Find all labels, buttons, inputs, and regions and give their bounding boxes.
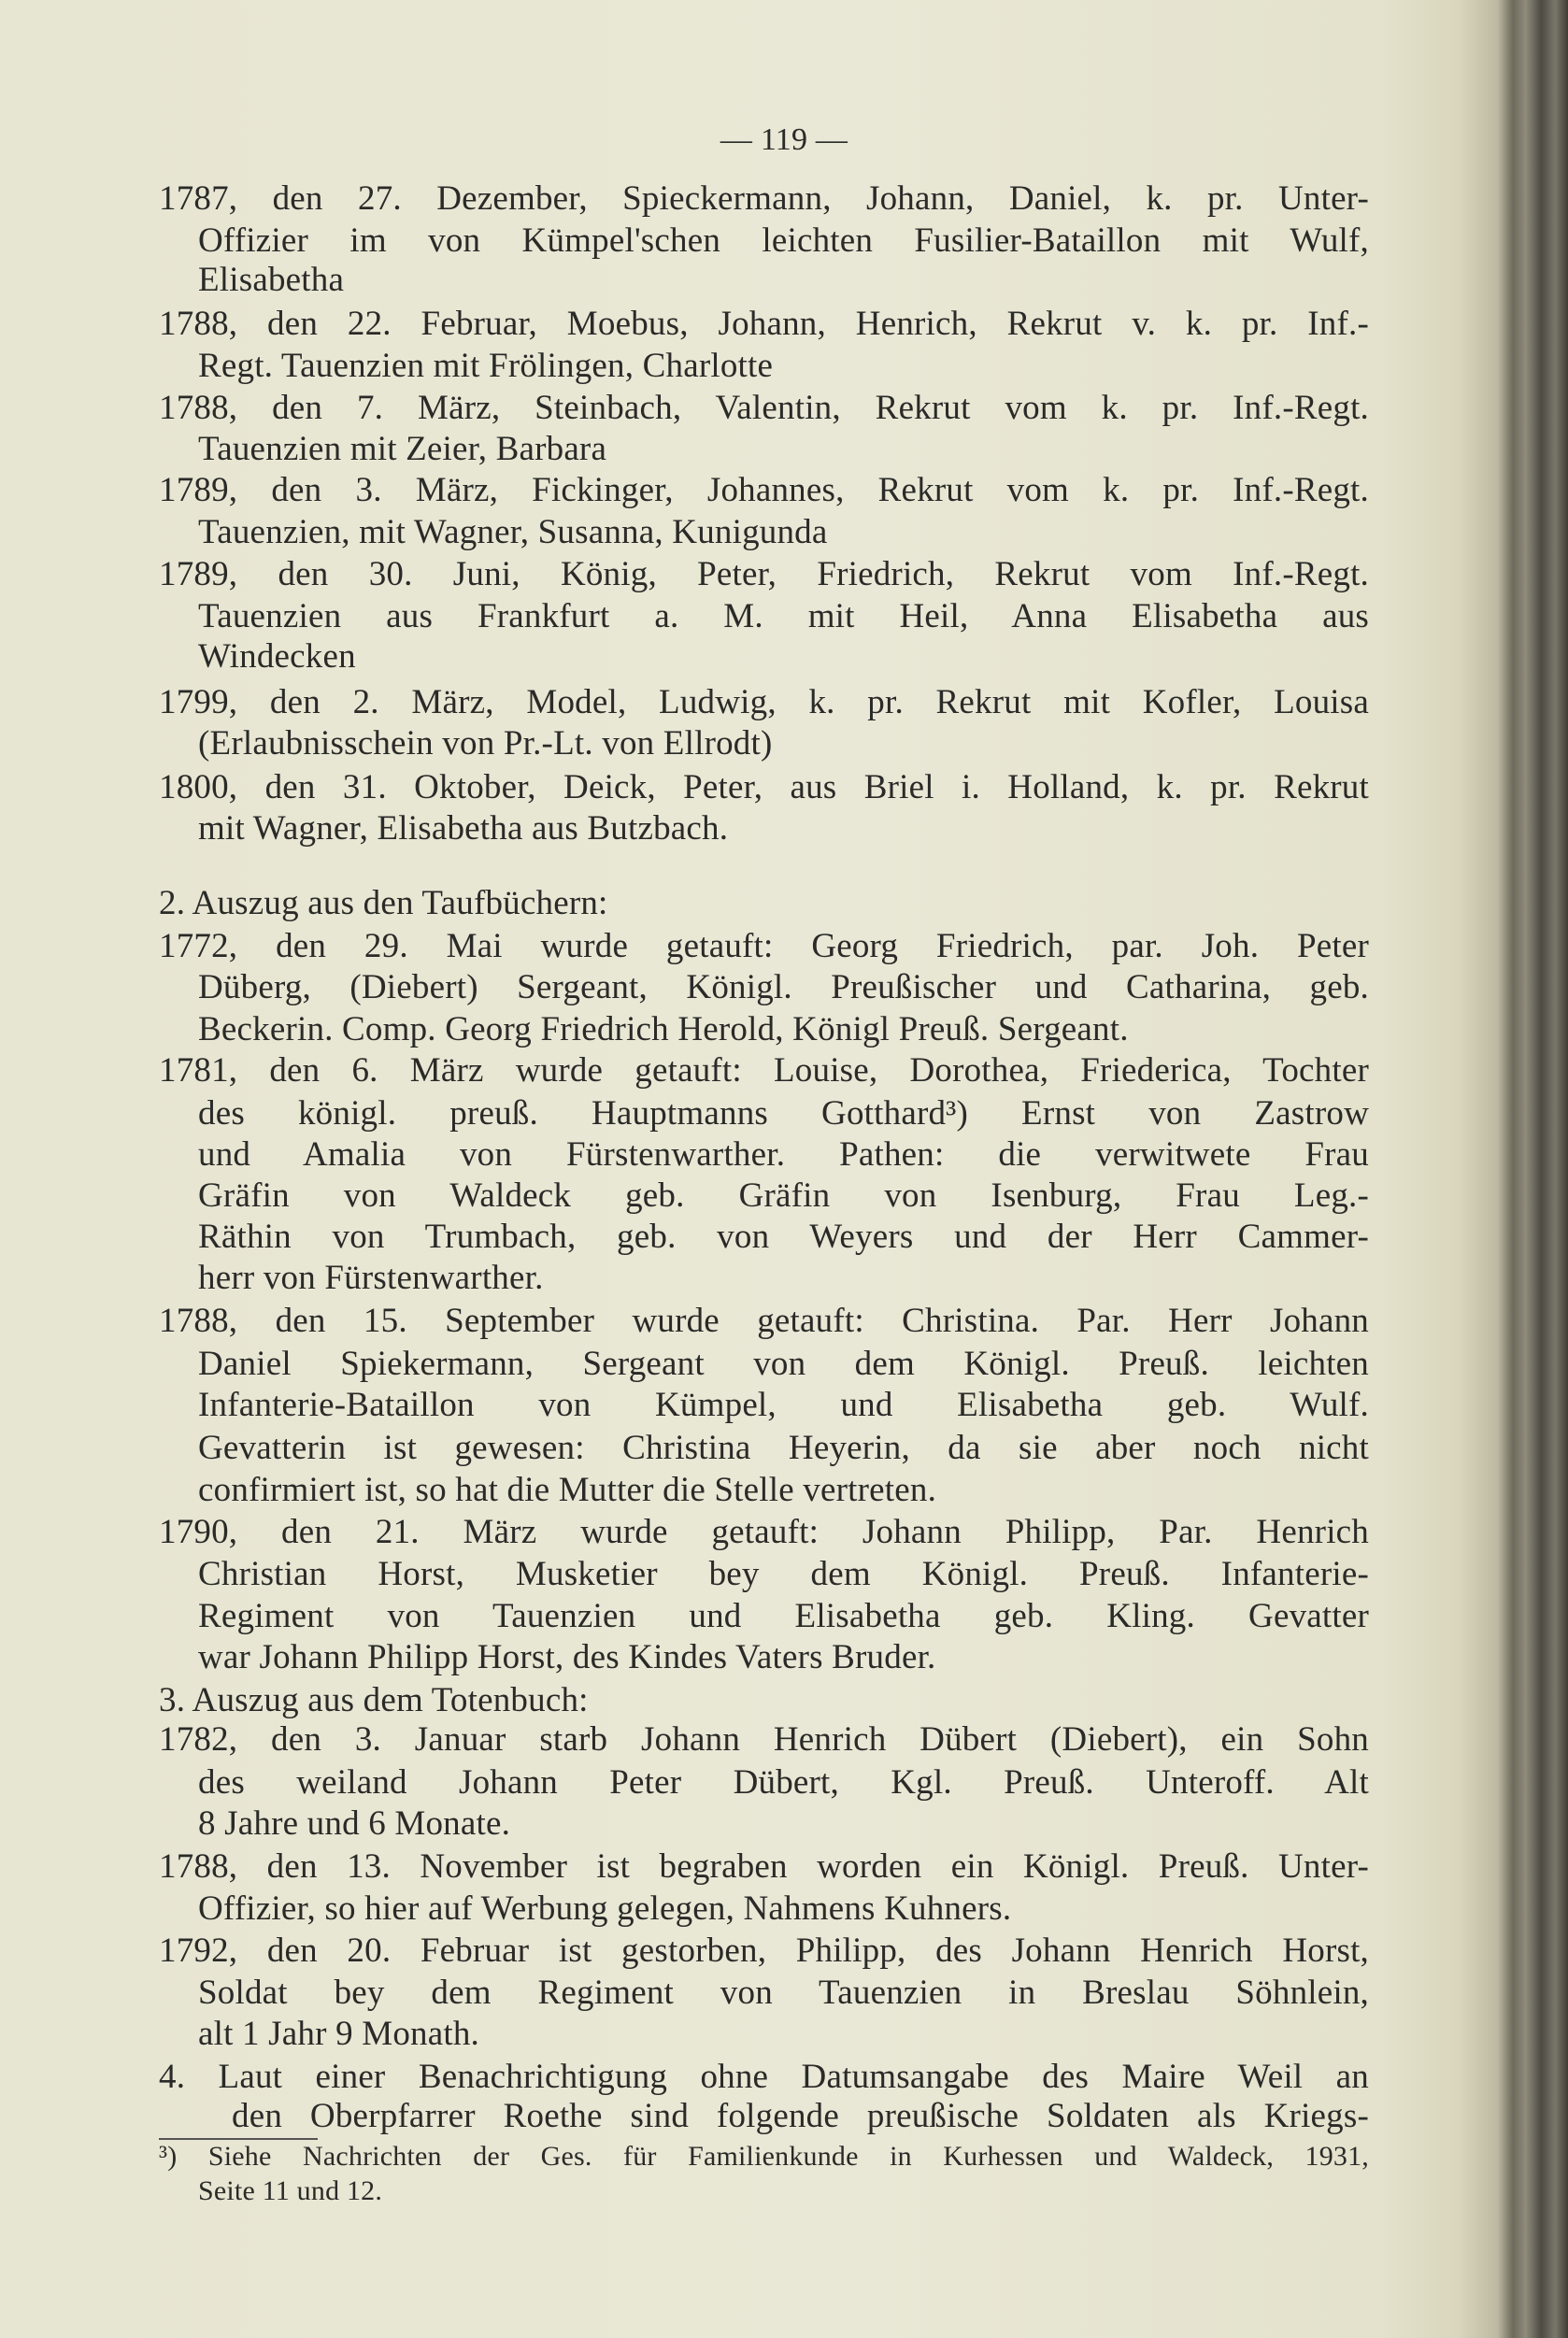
text-line: herr von Fürstenwarther. [198, 1259, 544, 1297]
text-line: Offizier im von Kümpel'schen leichten Fusilier-Bataillon mit Wulf, [198, 221, 1369, 260]
text-line: Düberg, (Diebert) Sergeant, Königl. Preußischer und Catharina, geb. [198, 968, 1369, 1006]
text-line: und Amalia von Fürstenwarther. Pathen: die verwitwete Frau [198, 1135, 1369, 1174]
text-line: des königl. preuß. Hauptmanns Gotthard³) Ernst von Zastrow [198, 1094, 1369, 1133]
text-line: 8 Jahre und 6 Monate. [198, 1804, 511, 1843]
text-line: (Erlaubnisschein von Pr.-Lt. von Ellrodt) [198, 724, 773, 763]
text-line: Christian Horst, Musketier bey dem Königl. Preuß. Infanterie- [198, 1555, 1369, 1593]
text-line: confirmiert ist, so hat die Mutter die Stelle vertreten. [198, 1471, 937, 1509]
text-line: 1789, den 30. Juni, König, Peter, Friedrich, Rekrut vom Inf.-Regt. [159, 555, 1369, 593]
text-line: 1788, den 7. März, Steinbach, Valentin, Rekrut vom k. pr. Inf.-Regt. [159, 389, 1369, 427]
text-line: Gevatterin ist gewesen: Christina Heyerin, da sie aber noch nicht [198, 1429, 1369, 1467]
text-line: 1790, den 21. März wurde getauft: Johann Philipp, Par. Henrich [159, 1513, 1369, 1551]
text-line: Elisabetha [198, 261, 345, 299]
text-line: war Johann Philipp Horst, des Kindes Vaters Bruder. [198, 1638, 936, 1676]
text-line: Seite 11 und 12. [198, 2175, 383, 2206]
text-line: ³) Siehe Nachrichten der Ges. für Familienkunde in Kurhessen und Waldeck, 1931, [159, 2141, 1369, 2172]
text-line: 4. Laut einer Benachrichtigung ohne Datumsangabe des Maire Weil an [159, 2058, 1369, 2096]
text-line: 1782, den 3. Januar starb Johann Henrich Dübert (Diebert), ein Sohn [159, 1720, 1369, 1759]
text-line: Daniel Spiekermann, Sergeant von dem Königl. Preuß. leichten [198, 1345, 1369, 1383]
text-line: 1781, den 6. März wurde getauft: Louise, Dorothea, Friederica, Tochter [159, 1051, 1369, 1090]
text-line: Infanterie-Bataillon von Kümpel, und Elisabetha geb. Wulf. [198, 1386, 1369, 1424]
text-line: 1799, den 2. März, Model, Ludwig, k. pr. Rekrut mit Kofler, Louisa [159, 683, 1369, 721]
text-line: 1788, den 13. November ist begraben worden ein Königl. Preuß. Unter- [159, 1847, 1369, 1886]
text-line: 3. Auszug aus dem Totenbuch: [159, 1681, 589, 1719]
text-line: 1800, den 31. Oktober, Deick, Peter, aus Briel i. Holland, k. pr. Rekrut [159, 768, 1369, 806]
text-line: Tauenzien mit Zeier, Barbara [198, 430, 607, 468]
text-line: 1787, den 27. Dezember, Spieckermann, Johann, Daniel, k. pr. Unter- [159, 179, 1369, 218]
text-line: Gräfin von Waldeck geb. Gräfin von Isenburg, Frau Leg.- [198, 1176, 1369, 1215]
text-line: Regt. Tauenzien mit Frölingen, Charlotte [198, 347, 774, 385]
text-line: Räthin von Trumbach, geb. von Weyers und der Herr Cammer- [198, 1218, 1369, 1256]
text-line: alt 1 Jahr 9 Monath. [198, 2015, 479, 2053]
page-number: — 119 — [720, 122, 848, 157]
text-line: 1788, den 15. September wurde getauft: Christina. Par. Herr Johann [159, 1302, 1369, 1340]
text-line: 1788, den 22. Februar, Moebus, Johann, Henrich, Rekrut v. k. pr. Inf.- [159, 305, 1369, 343]
text-line: Windecken [198, 637, 356, 676]
text-line: 1772, den 29. Mai wurde getauft: Georg Friedrich, par. Joh. Peter [159, 927, 1369, 965]
text-line: Tauenzien, mit Wagner, Susanna, Kunigunda [198, 513, 828, 551]
text-line: mit Wagner, Elisabetha aus Butzbach. [198, 809, 729, 848]
text-line: Offizier, so hier auf Werbung gelegen, Nahmens Kuhners. [198, 1889, 1012, 1928]
text-line: Beckerin. Comp. Georg Friedrich Herold, Königl Preuß. Sergeant. [198, 1010, 1129, 1048]
text-line: 1789, den 3. März, Fickinger, Johannes, Rekrut vom k. pr. Inf.-Regt. [159, 471, 1369, 509]
text-line: 1792, den 20. Februar ist gestorben, Philipp, des Johann Henrich Horst, [159, 1932, 1369, 1970]
text-line: Soldat bey dem Regiment von Tauenzien in Breslau Söhnlein, [198, 1974, 1369, 2012]
text-line: Regiment von Tauenzien und Elisabetha geb. Kling. Gevatter [198, 1597, 1369, 1635]
text-line: den Oberpfarrer Roethe sind folgende preußische Soldaten als Kriegs- [232, 2097, 1369, 2135]
text-line: des weiland Johann Peter Dübert, Kgl. Preuß. Unteroff. Alt [198, 1763, 1369, 1802]
text-line: 2. Auszug aus den Taufbüchern: [159, 884, 608, 922]
text-line: Tauenzien aus Frankfurt a. M. mit Heil, Anna Elisabetha aus [198, 597, 1369, 635]
